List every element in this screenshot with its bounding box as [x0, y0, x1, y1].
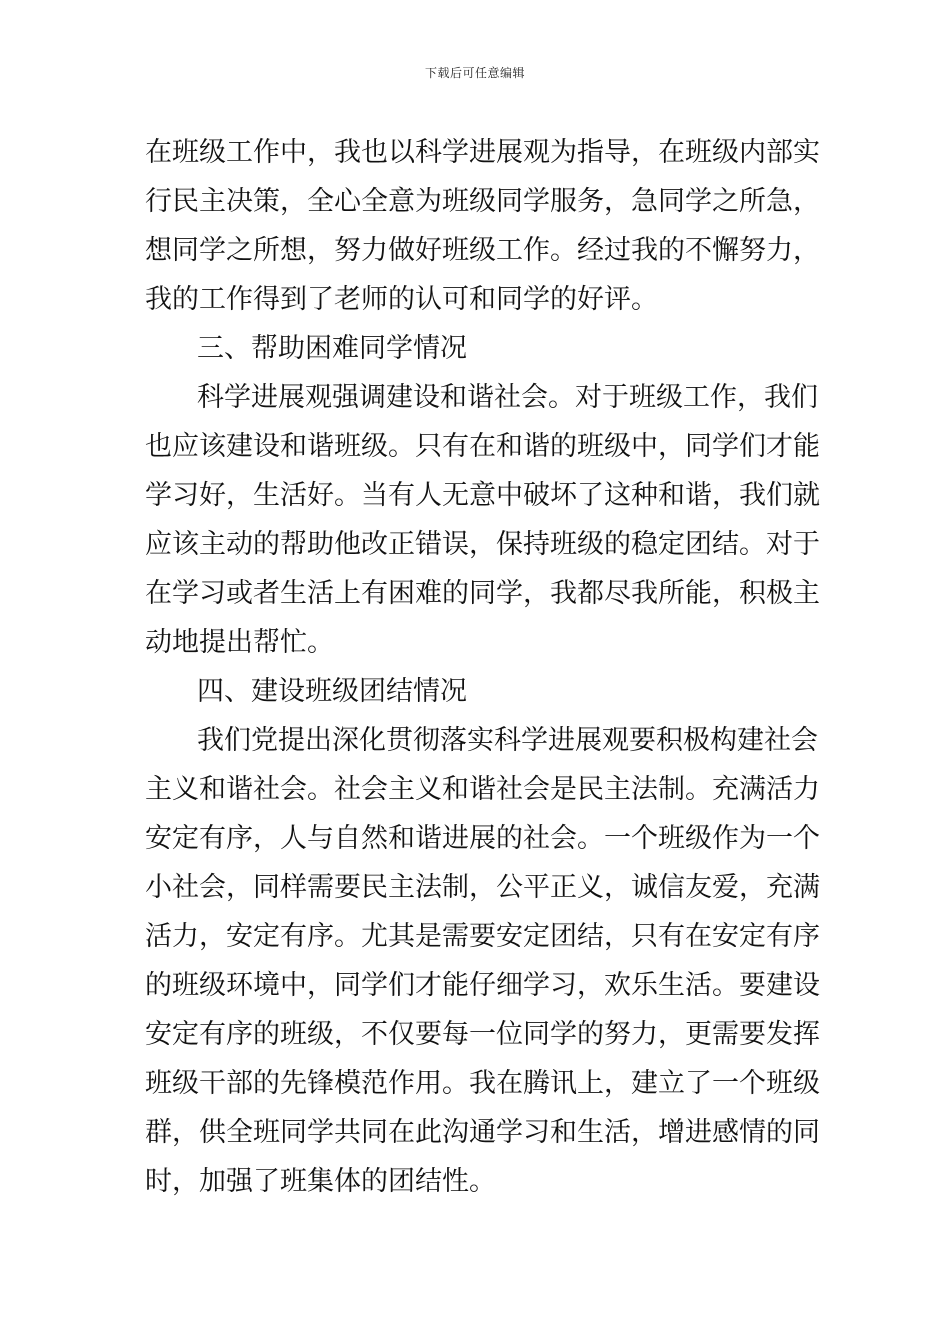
- paragraph-line: 安定有序，人与自然和谐进展的社会。一个班级作为一个: [145, 823, 820, 854]
- paragraph-line: 活力，安定有序。尤其是需要安定团结，只有在安定有序: [145, 921, 820, 952]
- document-body: [145, 128, 820, 1206]
- section-heading: 四、建设班级团结情况: [197, 676, 467, 707]
- paragraph-line: 群，供全班同学共同在此沟通学习和生活，增进感情的同: [145, 1117, 820, 1148]
- paragraph-line: 应该主动的帮助他改正错误，保持班级的稳定团结。对于: [145, 529, 820, 560]
- paragraph-line: 班级干部的先锋模范作用。我在腾讯上，建立了一个班级: [145, 1068, 820, 1099]
- paragraph-line: 小社会，同样需要民主法制，公平正义，诚信友爱，充满: [145, 872, 820, 903]
- paragraph-line: 科学进展观强调建设和谐社会。对于班级工作，我们: [197, 382, 818, 413]
- paragraph-line: 学习好，生活好。当有人无意中破坏了这种和谐，我们就: [145, 480, 820, 511]
- paragraph-line: 时，加强了班集体的团结性。: [145, 1166, 496, 1197]
- paragraph-line: 我的工作得到了老师的认可和同学的好评。: [145, 284, 658, 315]
- paragraph-line: 安定有序的班级，不仅要每一位同学的努力，更需要发挥: [145, 1019, 820, 1050]
- paragraph-line: 在学习或者生活上有困难的同学，我都尽我所能，积极主: [145, 578, 820, 609]
- paragraph-line: 行民主决策，全心全意为班级同学服务，急同学之所急，: [145, 186, 820, 217]
- paragraph-line: 的班级环境中，同学们才能仔细学习，欢乐生活。要建设: [145, 970, 820, 1001]
- paragraph-line: 动地提出帮忙。: [145, 627, 334, 658]
- header-note: 下载后可任意编辑: [424, 66, 525, 80]
- paragraph-line: 在班级工作中，我也以科学进展观为指导，在班级内部实: [145, 137, 820, 168]
- section-heading: 三、帮助困难同学情况: [197, 333, 467, 364]
- paragraph-line: 我们党提出深化贯彻落实科学进展观要积极构建社会: [197, 725, 818, 756]
- paragraph-line: 主义和谐社会。社会主义和谐社会是民主法制。充满活力: [145, 774, 820, 805]
- paragraph-line: 也应该建设和谐班级。只有在和谐的班级中，同学们才能: [145, 431, 820, 462]
- paragraph-line: 想同学之所想，努力做好班级工作。经过我的不懈努力，: [145, 235, 820, 266]
